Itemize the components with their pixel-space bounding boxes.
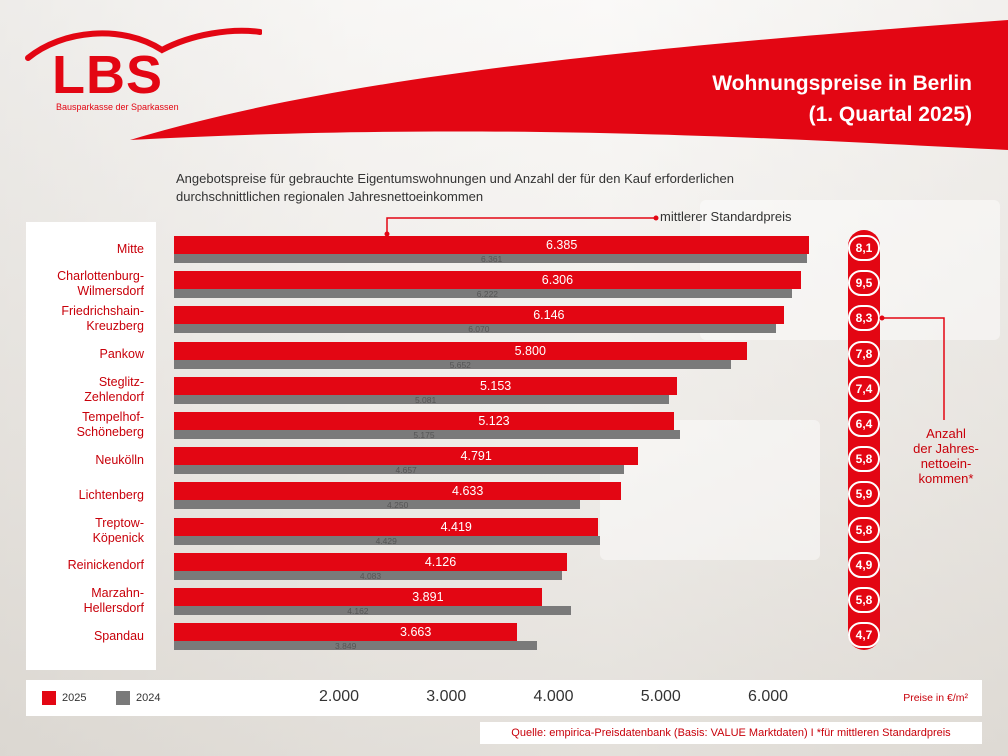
ratio-value: 9,5 [848, 270, 880, 296]
bar-2025 [174, 447, 638, 465]
category-label [24, 304, 144, 334]
bar-2024 [174, 606, 571, 615]
logo-text: LBS [52, 45, 163, 105]
bar-label-2024: 5.081 [414, 394, 437, 405]
background-sofa [600, 420, 820, 560]
bar-label-2025: 4.419 [440, 519, 472, 534]
x-tick-label: 3.000 [426, 688, 467, 705]
bar-label-2025: 5.153 [479, 378, 512, 393]
bar-label-2025: 5.123 [478, 414, 510, 428]
category-label-line: Tempelhof- [82, 410, 144, 424]
ratio-label-line: Anzahl [926, 426, 966, 441]
category-label-line: Friedrichshain- [61, 304, 144, 319]
bar-label-2025: 4.633 [452, 484, 484, 499]
bar-2025 [174, 342, 747, 360]
bar-label-2024: 5.652 [449, 359, 471, 370]
bar-2025 [174, 588, 542, 606]
chart-subtitle: Angebotspreise für gebrauchte Eigentumswohnungen und Anzahl der für den Kauf erforderlichen durchschnittlichen regionalen Jahresnettoeinkommen [176, 171, 734, 204]
bar-label-2024: 4.429 [375, 535, 397, 546]
ratio-value: 5,8 [848, 446, 880, 472]
standard-price-label: mittlerer Standardpreis [660, 209, 792, 224]
x-tick-label: 5.000 [640, 688, 681, 705]
bar-label-2024: 6.361 [481, 254, 503, 264]
bar-label-2024: 4.162 [347, 606, 369, 616]
bar-label-2025: 4.791 [460, 449, 492, 464]
category-label-line: Mitte [116, 241, 144, 256]
title-line-1: Wohnungspreise in Berlin [712, 72, 972, 95]
bar-2025 [174, 236, 809, 254]
bar-2025 [174, 623, 517, 641]
category-label [24, 410, 144, 440]
bar-2025 [174, 553, 567, 571]
standard-price-connector [380, 212, 660, 238]
category-label-line: Lichtenberg [78, 487, 144, 502]
bar-2025 [174, 412, 674, 430]
bar-label-2025: 4.126 [424, 554, 457, 569]
bar-2025 [174, 306, 784, 324]
legend-axis-bar [26, 680, 982, 716]
bar-label-2025: 3.663 [400, 625, 432, 640]
bar-label-2025: 6.146 [533, 308, 565, 323]
ratio-value: 4,9 [848, 552, 880, 578]
bar-label-2024: 4.083 [359, 570, 382, 581]
bar-2025 [174, 271, 801, 289]
x-tick-label: 6.000 [747, 688, 789, 705]
bar-label-2024: 4.250 [387, 500, 409, 511]
bar-label-2024: 6.070 [468, 324, 490, 335]
category-label [24, 347, 144, 362]
category-label [24, 516, 144, 546]
category-label [24, 242, 144, 257]
x-axis-unit: Preise in €/m² [903, 692, 968, 704]
category-label [24, 453, 144, 468]
legend-label-2024: 2024 [136, 692, 161, 704]
category-label-line: Steglitz- [98, 374, 144, 389]
category-label-line: Wilmersdorf [77, 284, 144, 299]
x-tick-label: 2.000 [318, 688, 360, 705]
ratio-label-line: kommen* [918, 471, 974, 486]
bar-2025 [174, 518, 598, 536]
ratio-value: 6,4 [848, 411, 880, 437]
bar-2025 [174, 482, 621, 500]
ratio-value: 8,3 [848, 305, 880, 331]
category-label-line: Schöneberg [76, 425, 144, 439]
bar-label-2025: 6.306 [541, 273, 574, 288]
title-line-2: (1. Quartal 2025) [808, 103, 972, 126]
category-label [24, 488, 144, 503]
ratio-value: 7,4 [848, 376, 880, 402]
ratio-value: 5,8 [848, 517, 880, 543]
legend-label-2025: 2025 [62, 692, 87, 704]
category-label-line: Neukölln [95, 452, 144, 467]
category-label-line: Charlottenburg- [57, 269, 144, 284]
logo-subtitle: Bausparkasse der Sparkassen [56, 102, 179, 112]
bar-label-2024: 6.222 [476, 289, 499, 300]
category-label-line: Zehlendorf [84, 389, 144, 404]
category-label-line: Reinickendorf [67, 558, 144, 573]
ratio-value: 8,1 [848, 235, 880, 261]
category-label-line: Köpenick [92, 530, 144, 545]
category-label [24, 629, 144, 644]
x-tick-label: 4.000 [533, 688, 574, 705]
category-label-line: Spandau [93, 628, 144, 643]
category-label [24, 558, 144, 573]
ratio-connector [878, 310, 950, 430]
bar-2024 [174, 500, 580, 509]
category-label [24, 269, 144, 299]
ratio-value: 5,9 [848, 481, 880, 507]
bar-label-2025: 5.800 [514, 343, 546, 358]
bar-label-2025: 3.891 [412, 590, 444, 604]
bar-label-2024: 4.657 [395, 465, 417, 476]
ratio-label-line: nettoein- [920, 456, 972, 471]
bar-label-2025: 6.385 [546, 238, 578, 252]
category-label-line: Hellersdorf [83, 601, 144, 615]
ratio-axis-label [908, 426, 984, 486]
ratio-value: 5,8 [848, 587, 880, 613]
category-label-line: Marzahn- [91, 586, 144, 600]
bar-2025 [174, 377, 677, 395]
bar-label-2024: 5.175 [413, 430, 435, 440]
page-title [712, 68, 972, 130]
ratio-value: 4,7 [848, 622, 880, 648]
ratio-label-line: der Jahres- [913, 441, 979, 456]
ratio-value: 7,8 [848, 341, 880, 367]
legend-swatch-2025 [42, 691, 56, 705]
category-label-line: Pankow [99, 347, 144, 362]
source-note: Quelle: empirica-Preisdatenbank (Basis: VALUE Marktdaten) I *für mittleren Standardpreis [480, 722, 982, 744]
category-label-line: Treptow- [95, 515, 144, 530]
category-label [24, 375, 144, 405]
category-label-line: Kreuzberg [86, 319, 144, 334]
category-label [24, 586, 144, 616]
legend-swatch-2024 [116, 691, 130, 705]
bar-label-2024: 3.849 [335, 641, 357, 652]
